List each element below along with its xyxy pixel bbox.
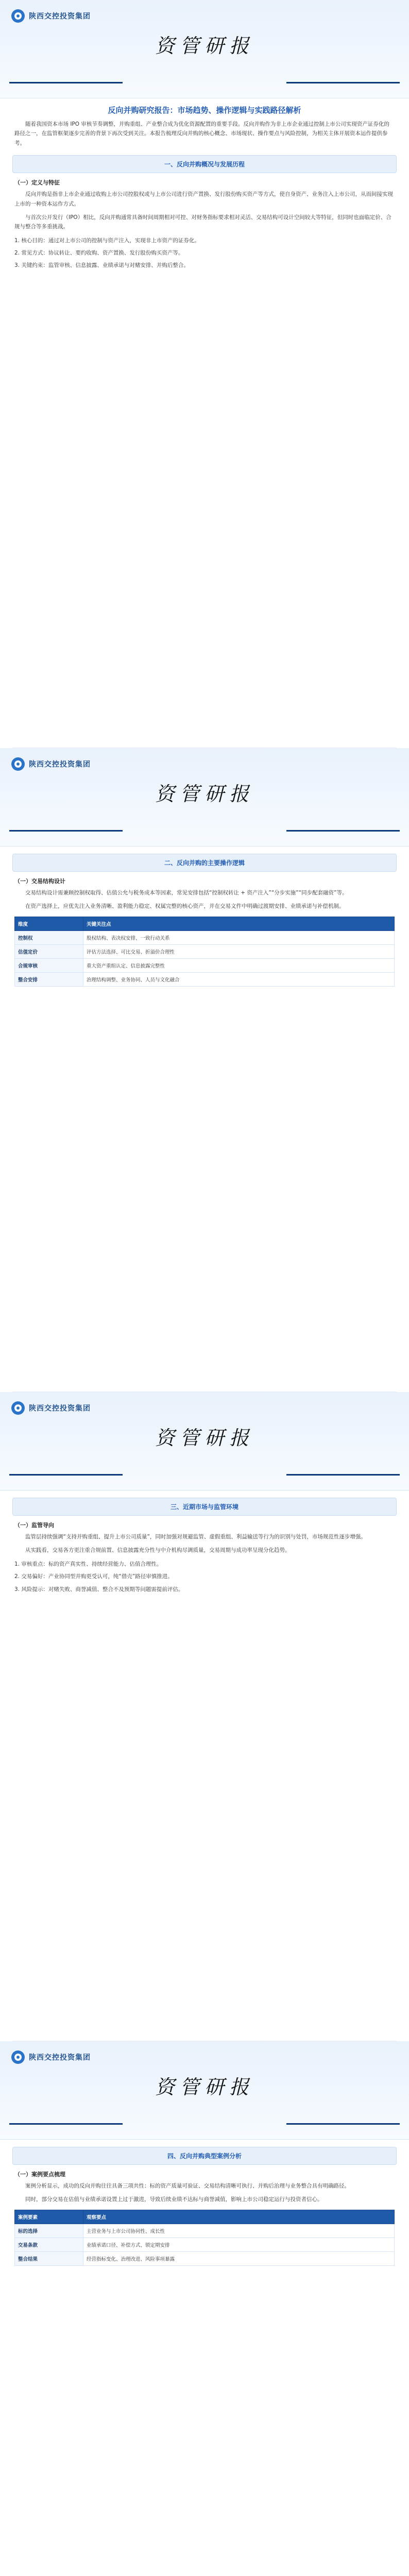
- page-header: [0, 1392, 409, 1490]
- section-bar-2: 二、反向并购的主要操作逻辑: [12, 854, 397, 872]
- org-name: 陕西交控投资集团: [29, 1404, 91, 1412]
- table-cell: 主营业务与上市公司协同性、成长性: [83, 2224, 395, 2238]
- table-row: [15, 958, 395, 972]
- page-block-4: [0, 2041, 409, 2576]
- table-header-cell: 关键关注点: [83, 917, 395, 930]
- section-4-table: [14, 2210, 395, 2266]
- section-1-subheading: （一）定义与特征: [14, 179, 60, 187]
- table-row: [15, 944, 395, 958]
- table-cell: 重大资产重组认定、信息披露完整性: [83, 958, 395, 972]
- table-row: [15, 2238, 395, 2251]
- table-row: [15, 972, 395, 986]
- table-header-row: [15, 917, 395, 930]
- section-4-paragraph-2: 同时，部分交易在估值与业绩承诺设置上过于激进，导致后续业绩不达标与商誉减值，影响上市公司稳定运行与投资者信心。: [25, 2196, 323, 2203]
- table-cell: 整合结果: [15, 2251, 83, 2265]
- logo: [11, 9, 91, 23]
- section-bar-4: 四、反向并购典型案例分析: [12, 2147, 397, 2165]
- section-1-bullet-3: 3. 关键约束：监管审核、信息披露、业绩承诺与对赌安排、并购后整合。: [14, 262, 189, 269]
- section-4-paragraph-1: 案例分析显示，成功的反向并购往往具备三项共性：标的资产质量可验证、交易结构清晰可执行、并购后治理与业务整合具有明确路径。: [25, 2183, 350, 2189]
- section-1-bullet-2: 2. 常见方式：协议转让、要约收购、资产置换、发行股份购买资产等。: [14, 250, 184, 256]
- section-3-paragraph-1: 监管层持续强调“支持并购重组、提升上市公司质量”，同时加强对规避监管、虚假重组、利益输送等行为的识别与处罚，市场规范性逐步增强。: [25, 1534, 366, 1540]
- table-body: [15, 930, 395, 986]
- section-1-paragraph-1: 反向并购是指非上市企业通过收购上市公司控股权或与上市公司进行资产置换、发行股份购买资产等方式，使自身资产、业务注入上市公司，从而间接实现上市的一种资本运作方式。: [14, 191, 393, 207]
- logo: [11, 757, 91, 771]
- header-decoration-left: [9, 1474, 123, 1476]
- table-cell: 评估方法选择、可比交易、折溢价合理性: [83, 944, 395, 958]
- org-name: 陕西交控投资集团: [29, 12, 91, 20]
- section-3-paragraph-2: 从实践看，交易各方更注重合规前置、信息披露充分性与中介机构尽调质量，交易周期与成功率呈现分化趋势。: [25, 1547, 291, 1554]
- section-1-bullet-1: 1. 核心目的：通过对上市公司的控制与资产注入，实现非上市资产的证券化。: [14, 237, 200, 244]
- table-cell: 合规审核: [15, 958, 83, 972]
- header-stamp: 资管研报: [155, 783, 254, 805]
- logo-icon: [11, 2050, 25, 2064]
- header-decoration-right: [286, 1474, 400, 1476]
- table-cell: 整合安排: [15, 972, 83, 986]
- table-header: [15, 2210, 395, 2224]
- table-cell: 经营指标变化、治理改进、风险事项暴露: [83, 2251, 395, 2265]
- table-row: [15, 2251, 395, 2265]
- table-cell: 标的选择: [15, 2224, 83, 2238]
- org-name: 陕西交控投资集团: [29, 760, 91, 768]
- logo-icon: [11, 9, 25, 23]
- table-cell: 治理结构调整、业务协同、人员与文化融合: [83, 972, 395, 986]
- section-1-paragraph-2: 与首次公开发行（IPO）相比，反向并购通常具备时间周期相对可控、对财务指标要求相对灵活、交易结构可设计空间较大等特征，但同时也面临定价、合规与整合等多重挑战。: [14, 214, 391, 230]
- report-intro: 随着我国资本市场 IPO 审核节奏调整，并购重组、产业整合成为优化资源配置的重要手段。反向并购作为非上市企业通过控制上市公司实现资产证券化的路径之一，在监管框架逐步完善的背景下再次受到关注。本报告梳理反向并购的核心概念、市场现状、操作要点与风险控制，为相关主体开展资本运作提供参考。: [14, 121, 389, 146]
- section-3-bullet-2: 2. 交易偏好：产业协同型并购更受认可，纯“借壳”路径审慎推进。: [14, 1573, 173, 1580]
- section-2-paragraph-2: 在资产选择上，应优先注入业务清晰、盈利能力稳定、权属完整的核心资产，并在交易文件中明确过渡期安排、业绩承诺与补偿机制。: [25, 903, 345, 910]
- section-3-subheading: （一）监管导向: [14, 1522, 54, 1529]
- section-4-subheading: （一）案例要点梳理: [14, 2171, 65, 2178]
- logo-icon: [11, 757, 25, 771]
- table-header-cell: 观察要点: [83, 2210, 395, 2224]
- logo: [11, 1401, 91, 1415]
- section-bar-1: 一、反向并购概况与发展历程: [12, 155, 397, 173]
- page-block-1: [0, 0, 409, 748]
- page-block-2: [0, 748, 409, 1392]
- header-stamp: 资管研报: [155, 2076, 254, 2098]
- table-header: [15, 917, 395, 930]
- table-cell: 估值定价: [15, 944, 83, 958]
- table-cell: 交易条款: [15, 2238, 83, 2251]
- table-header-cell: 维度: [15, 917, 83, 930]
- logo: [11, 2050, 91, 2064]
- table-body: [15, 2224, 395, 2265]
- header-decoration-right: [286, 2123, 400, 2125]
- table-header-cell: 案例要素: [15, 2210, 83, 2224]
- header-decoration-left: [9, 830, 123, 832]
- section-2-paragraph-1: 交易结构设计需兼顾控制权取得、估值公允与税务成本等因素，常见安排包括“控制权转让 + 资产注入”“分步实施”“同步配套融资”等。: [25, 890, 348, 896]
- table-cell: 控制权: [15, 930, 83, 944]
- table-row: [15, 2224, 395, 2238]
- section-3-bullet-1: 1. 审核重点：标的资产真实性、持续经营能力、估值合理性。: [14, 1561, 162, 1567]
- section-bar-3: 三、近期市场与监管环境: [12, 1498, 397, 1516]
- header-decoration-left: [9, 82, 123, 83]
- header-decoration-right: [286, 82, 400, 83]
- section-2-subheading: （一）交易结构设计: [14, 878, 65, 885]
- page-header: [0, 2041, 409, 2140]
- header-stamp: 资管研报: [155, 35, 254, 57]
- header-decoration-left: [9, 2123, 123, 2125]
- logo-icon: [11, 1401, 25, 1415]
- header-decoration-right: [286, 830, 400, 832]
- page-header: [0, 0, 409, 98]
- table-header-row: [15, 2210, 395, 2224]
- table-cell: 业绩承诺口径、补偿方式、锁定期安排: [83, 2238, 395, 2251]
- page-block-3: [0, 1392, 409, 2041]
- page-header: [0, 748, 409, 846]
- header-stamp: 资管研报: [155, 1427, 254, 1449]
- section-3-bullet-3: 3. 风险提示：对赌失败、商誉减值、整合不及预期等问题需提前评估。: [14, 1586, 184, 1592]
- table-row: [15, 930, 395, 944]
- spacer: [0, 274, 409, 281]
- table-cell: 股权结构、表决权安排、一致行动关系: [83, 930, 395, 944]
- section-2-table: [14, 917, 395, 987]
- report-title: 反向并购研究报告：市场趋势、操作逻辑与实践路径解析: [108, 106, 301, 115]
- org-name: 陕西交控投资集团: [29, 2053, 91, 2061]
